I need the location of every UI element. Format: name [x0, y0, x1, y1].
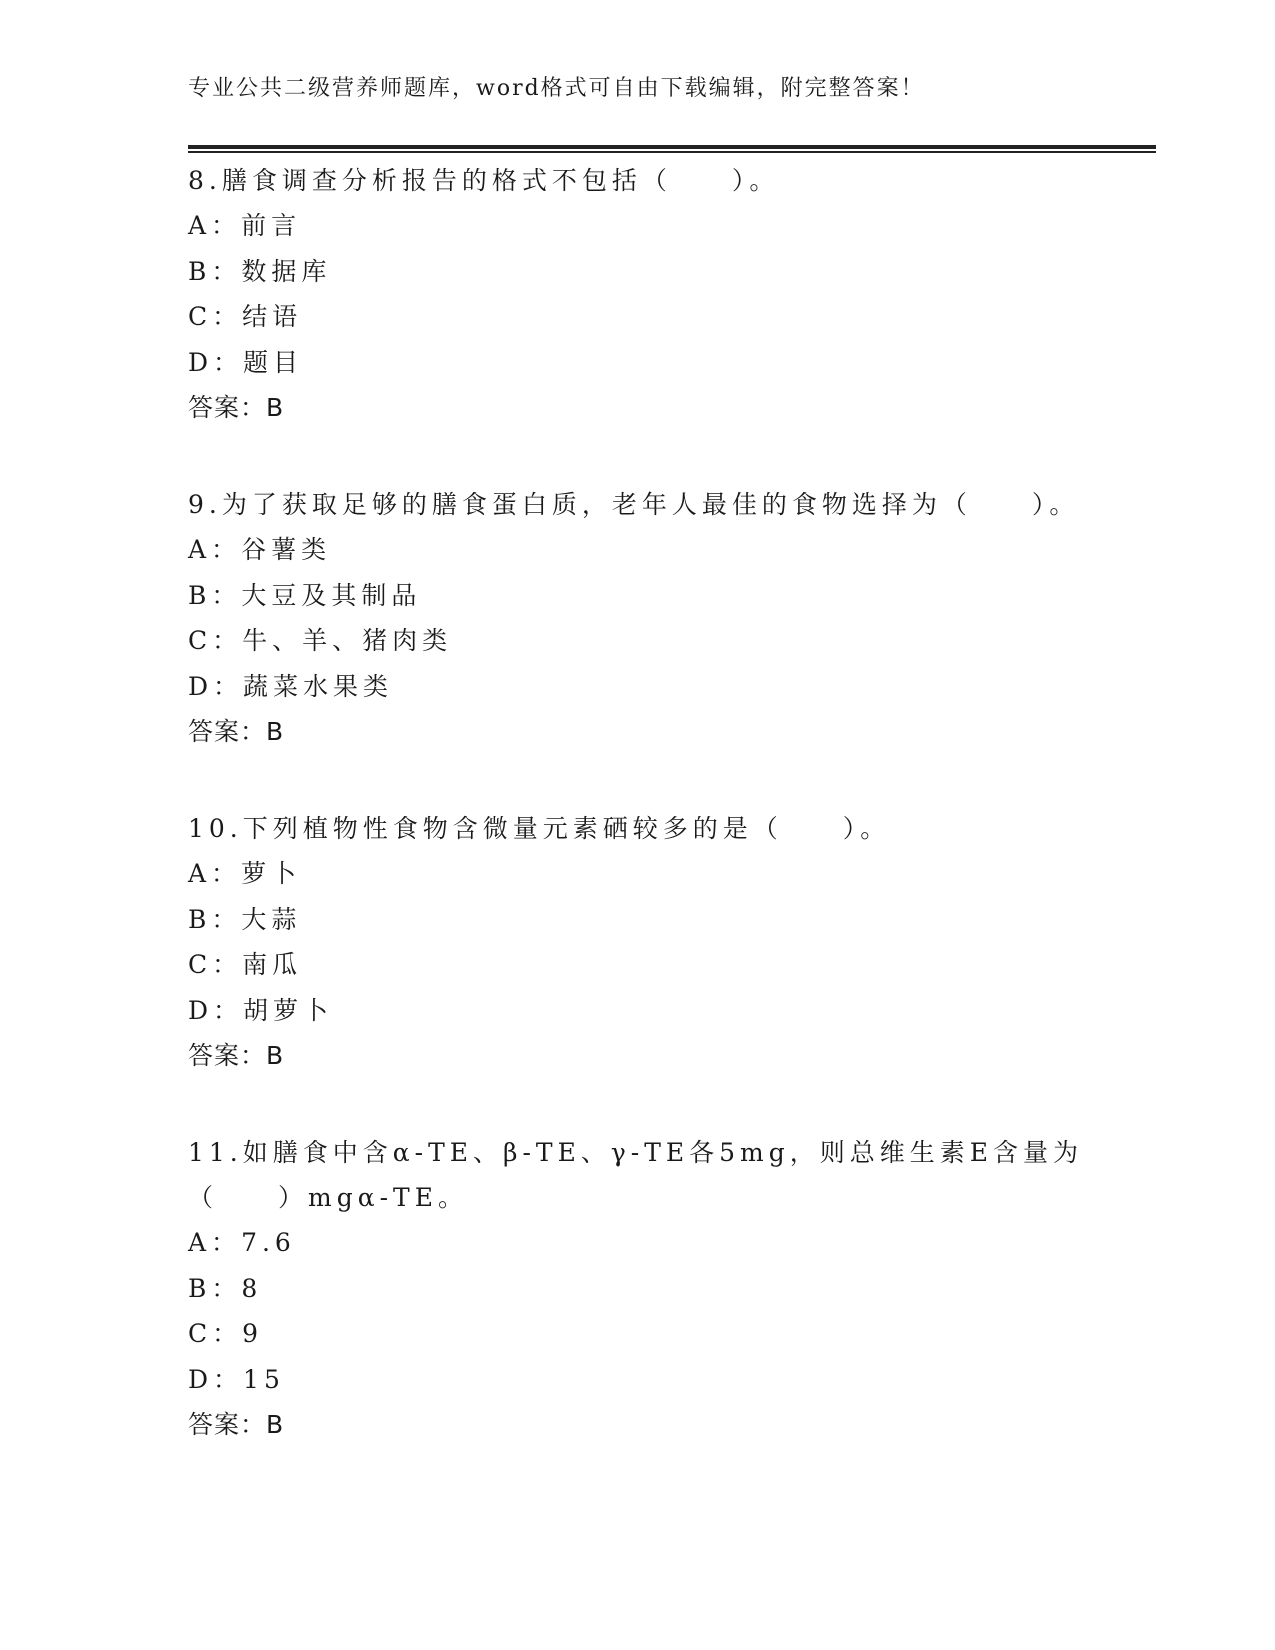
answer-text: 答案：B — [188, 1041, 285, 1070]
option-letter: A： — [188, 535, 242, 564]
option-text: 大蒜 — [241, 904, 302, 934]
option-text: 大豆及其制品 — [241, 580, 422, 610]
header-rule-thick — [188, 145, 1156, 149]
option-d — [188, 664, 1088, 710]
question-9 — [188, 482, 1088, 754]
option-text: 胡萝卜 — [243, 995, 334, 1025]
option-letter: B： — [188, 256, 242, 286]
question-8 — [188, 158, 1088, 430]
option-text: 萝卜 — [241, 859, 302, 888]
option-a — [188, 1220, 1088, 1266]
question-text: 11.如膳食中含α-TE、β-TE、γ-TE各5mg，则总维生素E含量为（ ）mgα-TE。 — [188, 1138, 1084, 1212]
option-d — [188, 340, 1088, 386]
option-letter: D： — [188, 995, 244, 1025]
option-text: 9 — [242, 1319, 264, 1348]
answer-text: 答案：B — [188, 717, 285, 746]
option-a — [188, 527, 1088, 573]
option-c — [188, 618, 1088, 664]
option-text: 15 — [243, 1364, 285, 1394]
question-text: 9.为了获取足够的膳食蛋白质，老年人最佳的食物选择为（ ）。 — [188, 490, 1080, 519]
option-text: 南瓜 — [242, 950, 303, 979]
option-b — [188, 1266, 1088, 1312]
option-letter: D： — [188, 1364, 244, 1394]
option-text: 结语 — [242, 302, 303, 331]
option-letter: C： — [188, 626, 243, 655]
option-text: 数据库 — [241, 256, 332, 286]
option-letter: A： — [188, 211, 242, 240]
question-text: 8.膳食调查分析报告的格式不包括（ ）。 — [188, 166, 780, 195]
option-b — [188, 573, 1088, 619]
option-letter: C： — [188, 1319, 243, 1348]
option-letter: B： — [188, 1273, 242, 1303]
option-letter: B： — [188, 580, 242, 610]
question-list — [188, 158, 1088, 1499]
option-text: 8 — [241, 1273, 263, 1303]
option-a — [188, 203, 1088, 249]
option-text: 蔬菜水果类 — [243, 671, 394, 701]
option-letter: D： — [188, 347, 244, 377]
header-rule-thin — [188, 151, 1156, 153]
answer-text: 答案：B — [188, 393, 285, 422]
option-a — [188, 851, 1088, 897]
question-11 — [188, 1130, 1088, 1447]
option-letter: C： — [188, 302, 243, 331]
option-b — [188, 897, 1088, 943]
answer-text: 答案：B — [188, 1410, 285, 1439]
page-header: 专业公共二级营养师题库，word格式可自由下载编辑，附完整答案！ — [188, 76, 925, 101]
option-d — [188, 988, 1088, 1034]
option-letter: B： — [188, 904, 242, 934]
option-c — [188, 294, 1088, 340]
question-10 — [188, 806, 1088, 1078]
question-text: 10.下列植物性食物含微量元素硒较多的是（ ）。 — [188, 814, 891, 843]
option-c — [188, 1311, 1088, 1357]
option-letter: C： — [188, 950, 243, 979]
option-text: 谷薯类 — [241, 535, 332, 564]
option-text: 7.6 — [241, 1228, 296, 1257]
option-d — [188, 1357, 1088, 1403]
option-letter: A： — [188, 859, 242, 888]
option-text: 前言 — [241, 211, 302, 240]
option-text: 牛、羊、猪肉类 — [242, 626, 453, 655]
option-b — [188, 249, 1088, 295]
option-letter: D： — [188, 671, 244, 701]
option-text: 题目 — [243, 347, 304, 377]
option-letter: A： — [188, 1228, 242, 1257]
option-c — [188, 942, 1088, 988]
